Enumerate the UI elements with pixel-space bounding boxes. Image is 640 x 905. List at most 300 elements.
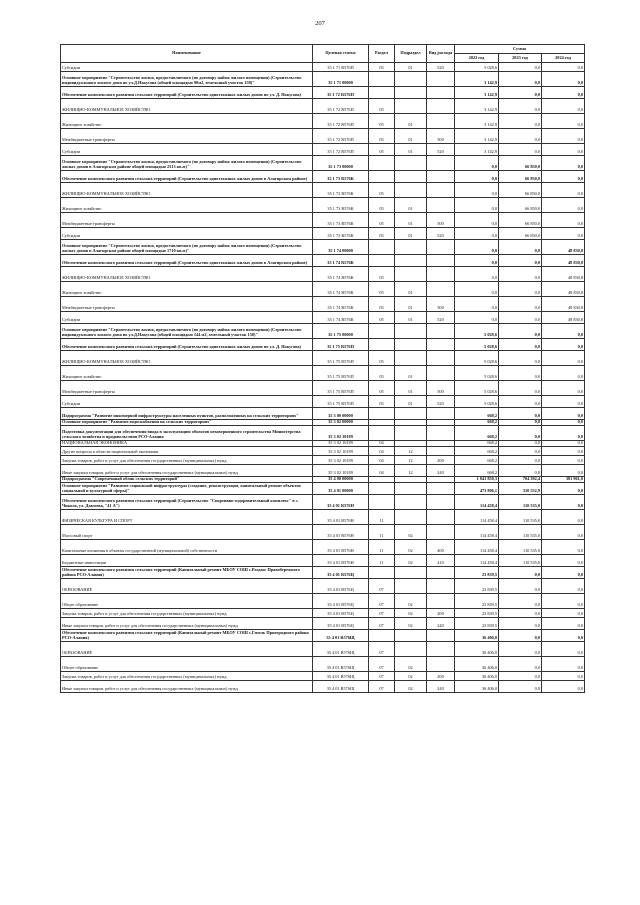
row-sum-2024: 48 830,8	[542, 240, 585, 255]
row-sum-2023: 0,0	[499, 129, 542, 144]
row-sum-2023: 0,0	[499, 351, 542, 366]
row-sum-2022: 5 028,6	[455, 339, 499, 351]
row-expense-type	[427, 510, 455, 525]
row-sum-2022: 3 142,9	[455, 144, 499, 156]
row-expense-type	[427, 255, 455, 267]
row-sum-2023: 0,0	[499, 240, 542, 255]
row-expense-type: 520	[427, 144, 455, 156]
row-expense-type: 520	[427, 228, 455, 240]
row-subsection: 02	[395, 594, 427, 609]
row-sum-2024: 0,0	[542, 642, 585, 657]
row-section: 05	[369, 129, 395, 144]
row-subsection: 01	[395, 228, 427, 240]
row-sum-2023: 704 392,4	[499, 477, 542, 483]
row-sum-2024: 48 830,8	[542, 312, 585, 324]
row-section	[369, 483, 395, 495]
row-expense-type	[427, 72, 455, 87]
row-section	[369, 495, 395, 510]
row-sum-2024: 0,0	[542, 129, 585, 144]
row-sum-2023: 0,0	[499, 114, 542, 129]
row-sum-2023: 0,0	[499, 672, 542, 681]
row-sum-2023: 0,0	[499, 408, 542, 420]
row-subsection: 01	[395, 312, 427, 324]
row-sum-2023: 110 535,0	[499, 555, 542, 567]
row-section: 05	[369, 114, 395, 129]
row-name: Жилищное хозяйство	[61, 114, 313, 129]
row-subsection: 12	[395, 456, 427, 465]
row-target-code: 35 1 71 00000	[313, 72, 369, 87]
row-sum-2023: 66 850,0	[499, 171, 542, 183]
table-row	[61, 618, 585, 630]
row-sum-2023: 0,0	[499, 381, 542, 396]
row-subsection: 02	[395, 540, 427, 555]
row-name: Основное мероприятие "Строительство жилья, предоставляемого (по договору найма жилого помещения) (Строительство индивидуального жилого дома по ул.Д.Накусова (общей площадью 144 м2, земельный участок 150)"	[61, 324, 313, 339]
row-name: Основное мероприятие "Строительство жилья, предоставляемого (по договору найма жилого помещения) (Строительство жилых домов в Алагирском районе общей площадью 1710 кв.м)"	[61, 240, 313, 255]
row-section: 11	[369, 540, 395, 555]
row-expense-type	[427, 198, 455, 213]
row-sum-2024: 0,0	[542, 396, 585, 408]
row-target-code: 35 1 74 00000	[313, 240, 369, 255]
row-section: 05	[369, 228, 395, 240]
row-name: Субсидии	[61, 312, 313, 324]
row-sum-2023: 0,0	[499, 657, 542, 672]
row-target-code: 35 4 01 R576Ц	[313, 567, 369, 579]
row-name: Иные закупки товаров, работ и услуг для обеспечения государственных (муниципальных) нужд	[61, 465, 313, 477]
row-name: Закупка товаров, работ и услуг для обеспечения государственных (муниципальных) нужд	[61, 609, 313, 618]
table-row	[61, 672, 585, 681]
table-row	[61, 396, 585, 408]
row-subsection: 12	[395, 447, 427, 456]
row-sum-2024: 48 830,8	[542, 282, 585, 297]
row-sum-2024: 0,0	[542, 483, 585, 495]
row-subsection	[395, 87, 427, 99]
row-sum-2022: 114 458,4	[455, 525, 499, 540]
row-sum-2024: 0,0	[542, 618, 585, 630]
row-name: Субсидии	[61, 396, 313, 408]
row-sum-2023: 66 850,0	[499, 183, 542, 198]
table-row	[61, 630, 585, 642]
row-target-code: 35 3 02 10189	[313, 426, 369, 441]
row-expense-type	[427, 99, 455, 114]
row-section	[369, 324, 395, 339]
row-subsection: 01	[395, 297, 427, 312]
row-target-code: 35 4 01 R576Щ	[313, 630, 369, 642]
row-expense-type	[427, 495, 455, 510]
row-section: 07	[369, 681, 395, 693]
row-name: Основное мероприятие "Строительство жилья, предоставляемого (по договору найма жилого помещения) (Строительство индивидуального жилого дома по ул.Д.Накусова (общей площадью 90м2, земельный участок 158)"	[61, 72, 313, 87]
row-subsection: 01	[395, 282, 427, 297]
row-subsection	[395, 495, 427, 510]
row-sum-2022: 0,0	[455, 183, 499, 198]
row-target-code: 35 1 75 R576П	[313, 339, 369, 351]
row-expense-type	[427, 447, 455, 456]
row-subsection: 02	[395, 681, 427, 693]
row-name: Обеспечение комплексного развития сельских территорий (Строительство одноэтажных жилых домов по ул. Д. Накусова)	[61, 87, 313, 99]
row-sum-2024: 0,0	[542, 579, 585, 594]
row-sum-2022: 5 028,6	[455, 324, 499, 339]
row-subsection	[395, 99, 427, 114]
row-sum-2024: 0,0	[542, 144, 585, 156]
row-sum-2023: 0,0	[499, 72, 542, 87]
row-subsection	[395, 267, 427, 282]
table-row	[61, 240, 585, 255]
row-sum-2023: 0,0	[499, 255, 542, 267]
table-row	[61, 510, 585, 525]
row-target-code: 35 4 01 R576Щ	[313, 681, 369, 693]
header-year-2023: 2023 год	[499, 54, 542, 63]
row-sum-2023: 0,0	[499, 465, 542, 477]
row-section: 05	[369, 312, 395, 324]
row-target-code: 35 4 01 00000	[313, 483, 369, 495]
row-sum-2023: 0,0	[499, 426, 542, 441]
row-name: ЖИЛИЩНО-КОММУНАЛЬНОЕ ХОЗЯЙСТВО	[61, 99, 313, 114]
row-sum-2024: 0,0	[542, 87, 585, 99]
row-sum-2024: 48 830,8	[542, 267, 585, 282]
row-sum-2024: 0,0	[542, 339, 585, 351]
row-sum-2022: 114 458,4	[455, 495, 499, 510]
row-subsection	[395, 156, 427, 171]
row-name: ФИЗИЧЕСКАЯ КУЛЬТУРА И СПОРТ	[61, 510, 313, 525]
row-target-code: 35 1 74 R576К	[313, 267, 369, 282]
row-target-code: 35 1 75 R576П	[313, 351, 369, 366]
row-section: 05	[369, 63, 395, 72]
row-name: Обеспечение комплексного развития сельских территорий (Строительство "Спортивно-оздоровительный комплекс" в с. Чикола, ул. Дзагоева, "41 А")	[61, 495, 313, 510]
row-expense-type: 400	[427, 540, 455, 555]
row-sum-2022: 5 028,6	[455, 396, 499, 408]
row-sum-2022: 36 406,0	[455, 681, 499, 693]
row-sum-2023: 0,0	[499, 324, 542, 339]
row-sum-2022: 36 406,0	[455, 672, 499, 681]
row-expense-type	[427, 426, 455, 441]
row-sum-2024: 0,0	[542, 609, 585, 618]
row-sum-2023: 0,0	[499, 567, 542, 579]
row-sum-2022: 5 028,6	[455, 351, 499, 366]
row-sum-2024: 0,0	[542, 594, 585, 609]
row-expense-type	[427, 156, 455, 171]
table-row	[61, 567, 585, 579]
table-row	[61, 339, 585, 351]
row-name: Субсидии	[61, 63, 313, 72]
table-row	[61, 540, 585, 555]
row-name: Субсидии	[61, 144, 313, 156]
row-subsection: 02	[395, 555, 427, 567]
table-row	[61, 408, 585, 420]
row-subsection	[395, 171, 427, 183]
row-name: Основное мероприятие "Строительство жилья, предоставляемого (по договору найма жилого помещения) (Строительство жилых домов в Алагирском районе общей площадью 2313 кв.м)"	[61, 156, 313, 171]
row-sum-2022: 0,0	[455, 312, 499, 324]
row-section	[369, 408, 395, 420]
table-row	[61, 456, 585, 465]
row-target-code: 35 3 02 00000	[313, 420, 369, 426]
row-section: 05	[369, 366, 395, 381]
row-sum-2023: 110 535,0	[499, 510, 542, 525]
row-sum-2024: 0,0	[542, 420, 585, 426]
row-sum-2022: 668,2	[455, 408, 499, 420]
row-expense-type	[427, 630, 455, 642]
row-sum-2023: 66 850,0	[499, 156, 542, 171]
row-sum-2022: 23 839,5	[455, 579, 499, 594]
row-target-code: 35 3 00 00000	[313, 408, 369, 420]
header-expense-type: Вид расхода	[427, 45, 455, 63]
row-sum-2022: 0,0	[455, 213, 499, 228]
row-target-code: 35 1 72 R576П	[313, 129, 369, 144]
row-name: Основное мероприятие "Развитие водоснабжения на сельских территориях"	[61, 420, 313, 426]
row-sum-2023: 0,0	[499, 282, 542, 297]
row-sum-2022: 668,2	[455, 441, 499, 447]
row-sum-2024: 0,0	[542, 525, 585, 540]
table-row	[61, 297, 585, 312]
row-name: Обеспечение комплексного развития сельских территорий (Капитальный ремонт МБОУ СОШ с.Гизель Пригородного района РСО-Алания)	[61, 630, 313, 642]
row-section: 05	[369, 144, 395, 156]
row-target-code: 35 3 02 10189	[313, 465, 369, 477]
table-row	[61, 255, 585, 267]
row-target-code: 35 1 73 R576К	[313, 198, 369, 213]
row-target-code: 35 1 72 R576П	[313, 114, 369, 129]
row-sum-2023: 0,0	[499, 609, 542, 618]
row-subsection: 02	[395, 672, 427, 681]
row-expense-type: 520	[427, 312, 455, 324]
row-subsection	[395, 510, 427, 525]
row-name: Закупка товаров, работ и услуг для обеспечения государственных (муниципальных) нужд	[61, 456, 313, 465]
row-sum-2023: 0,0	[499, 456, 542, 465]
row-sum-2024: 0,0	[542, 441, 585, 447]
row-sum-2022: 5 028,6	[455, 366, 499, 381]
row-name: ЖИЛИЩНО-КОММУНАЛЬНОЕ ХОЗЯЙСТВО	[61, 351, 313, 366]
row-sum-2023: 0,0	[499, 312, 542, 324]
row-sum-2023: 0,0	[499, 339, 542, 351]
table-row	[61, 555, 585, 567]
row-sum-2022: 5 028,6	[455, 63, 499, 72]
row-subsection	[395, 426, 427, 441]
row-sum-2022: 3 142,9	[455, 72, 499, 87]
row-section	[369, 87, 395, 99]
row-target-code: 35 1 73 R576К	[313, 213, 369, 228]
table-row	[61, 426, 585, 441]
row-name: ОБРАЗОВАНИЕ	[61, 579, 313, 594]
row-target-code: 35 1 75 00000	[313, 324, 369, 339]
row-section: 05	[369, 99, 395, 114]
row-section: 07	[369, 672, 395, 681]
row-name: Бюджетные инвестиции	[61, 555, 313, 567]
row-name: Межбюджетные трансферты	[61, 381, 313, 396]
row-sum-2022: 5 028,6	[455, 381, 499, 396]
row-name: Иные закупки товаров, работ и услуг для обеспечения государственных (муниципальных) нужд	[61, 681, 313, 693]
row-sum-2024: 0,0	[542, 681, 585, 693]
row-sum-2023: 66 850,0	[499, 198, 542, 213]
row-expense-type: 200	[427, 609, 455, 618]
row-expense-type	[427, 525, 455, 540]
header-sum: Сумма	[455, 45, 585, 54]
row-sum-2022: 23 839,5	[455, 609, 499, 618]
row-subsection	[395, 72, 427, 87]
table-row	[61, 282, 585, 297]
row-section: 04	[369, 465, 395, 477]
row-section: 05	[369, 351, 395, 366]
row-sum-2024: 0,0	[542, 114, 585, 129]
row-sum-2024: 0,0	[542, 495, 585, 510]
table-row	[61, 114, 585, 129]
row-sum-2024: 0,0	[542, 198, 585, 213]
row-sum-2022: 23 839,5	[455, 567, 499, 579]
row-subsection: 12	[395, 465, 427, 477]
row-sum-2023: 0,0	[499, 297, 542, 312]
table-header	[61, 45, 585, 63]
row-expense-type	[427, 483, 455, 495]
row-sum-2023: 0,0	[499, 87, 542, 99]
row-subsection	[395, 630, 427, 642]
row-subsection	[395, 408, 427, 420]
row-expense-type: 500	[427, 129, 455, 144]
row-sum-2023: 0,0	[499, 594, 542, 609]
row-sum-2024: 0,0	[542, 351, 585, 366]
row-subsection: 01	[395, 198, 427, 213]
row-sum-2024: 0,0	[542, 183, 585, 198]
row-expense-type: 520	[427, 63, 455, 72]
header-code: Целевая статья	[313, 45, 369, 63]
row-section: 05	[369, 213, 395, 228]
row-target-code: 35 4 01 R576Щ	[313, 642, 369, 657]
row-section	[369, 72, 395, 87]
row-sum-2023: 0,0	[499, 579, 542, 594]
row-name: Подпрограмма "Развитие инженерной инфраструктуры населенных пунктов, расположенных на сельских территориях"	[61, 408, 313, 420]
row-sum-2023: 0,0	[499, 447, 542, 456]
row-target-code: 35 1 74 R576К	[313, 312, 369, 324]
row-expense-type	[427, 579, 455, 594]
row-expense-type: 240	[427, 465, 455, 477]
row-section: 05	[369, 297, 395, 312]
row-expense-type	[427, 408, 455, 420]
row-subsection	[395, 183, 427, 198]
row-sum-2023: 0,0	[499, 63, 542, 72]
table-row	[61, 129, 585, 144]
row-subsection	[395, 567, 427, 579]
row-target-code: 35 4 01 R576Щ	[313, 672, 369, 681]
row-target-code: 35 1 73 R576К	[313, 171, 369, 183]
row-target-code: 35 4 01 R576Ц	[313, 579, 369, 594]
row-section	[369, 567, 395, 579]
row-expense-type	[427, 324, 455, 339]
row-sum-2023: 310 552,9	[499, 483, 542, 495]
row-sum-2022: 3 142,9	[455, 99, 499, 114]
row-target-code: 35 4 01 R576Н	[313, 525, 369, 540]
row-name: Жилищное хозяйство	[61, 198, 313, 213]
row-sum-2023: 0,0	[499, 366, 542, 381]
row-name: Жилищное хозяйство	[61, 282, 313, 297]
row-sum-2022: 3 142,9	[455, 129, 499, 144]
row-target-code: 35 1 74 R576К	[313, 255, 369, 267]
row-name: Обеспечение комплексного развития сельских территорий (Строительство одноэтажных жилых домов в Алагирском районе)	[61, 255, 313, 267]
table-row	[61, 144, 585, 156]
row-section: 05	[369, 282, 395, 297]
row-sum-2022: 3 142,9	[455, 87, 499, 99]
row-name: Обеспечение комплексного развития сельских территорий (Капитальный ремонт МБОУ СОШ с.Раздзог Правобережного района РСО-Алания)	[61, 567, 313, 579]
row-sum-2024: 48 830,8	[542, 255, 585, 267]
row-sum-2022: 0,0	[455, 282, 499, 297]
row-name: Капитальные вложения в объекты государственной (муниципальной) собственности	[61, 540, 313, 555]
header-section: Раздел	[369, 45, 395, 63]
row-expense-type: 410	[427, 555, 455, 567]
page-number: 207	[315, 20, 325, 27]
row-expense-type	[427, 351, 455, 366]
row-sum-2022: 36 406,0	[455, 642, 499, 657]
row-section: 07	[369, 594, 395, 609]
row-expense-type	[427, 366, 455, 381]
table-row	[61, 183, 585, 198]
row-section	[369, 630, 395, 642]
header-year-2024: 2024 год	[542, 54, 585, 63]
row-section: 07	[369, 642, 395, 657]
row-section: 07	[369, 657, 395, 672]
row-subsection	[395, 642, 427, 657]
row-target-code: 35 3 02 10189	[313, 447, 369, 456]
row-subsection: 01	[395, 381, 427, 396]
row-sum-2024: 0,0	[542, 540, 585, 555]
row-sum-2024: 0,0	[542, 465, 585, 477]
row-sum-2024: 0,0	[542, 456, 585, 465]
row-name: Подпрограмма "Современный облик сельских территорий"	[61, 477, 313, 483]
table-body	[61, 63, 585, 693]
row-sum-2022: 0,0	[455, 297, 499, 312]
row-name: Общее образование	[61, 594, 313, 609]
row-sum-2023: 0,0	[499, 630, 542, 642]
row-subsection: 01	[395, 213, 427, 228]
row-target-code: 35 1 71 R576П	[313, 63, 369, 72]
row-subsection	[395, 351, 427, 366]
row-subsection	[395, 240, 427, 255]
row-sum-2023: 0,0	[499, 420, 542, 426]
table-row	[61, 72, 585, 87]
row-name: Основное мероприятие "Развитие социальной инфраструктуры (создание, реконструкция, капитальный ремонт объектов социальной и культурной сферы)"	[61, 483, 313, 495]
row-target-code: 35 4 01 R576Ц	[313, 618, 369, 630]
row-expense-type: 520	[427, 396, 455, 408]
row-sum-2024: 0,0	[542, 510, 585, 525]
row-name: Другие вопросы в области национальной экономики	[61, 447, 313, 456]
row-subsection: 01	[395, 396, 427, 408]
row-section	[369, 240, 395, 255]
row-expense-type	[427, 282, 455, 297]
row-sum-2022: 0,0	[455, 267, 499, 282]
row-subsection: 01	[395, 366, 427, 381]
row-sum-2023: 66 850,0	[499, 228, 542, 240]
row-section: 05	[369, 381, 395, 396]
row-target-code: 35 4 01 R576Ц	[313, 594, 369, 609]
row-expense-type: 500	[427, 381, 455, 396]
row-expense-type	[427, 114, 455, 129]
row-subsection: 01	[395, 114, 427, 129]
row-sum-2022: 0,0	[455, 228, 499, 240]
row-name: Межбюджетные трансферты	[61, 213, 313, 228]
row-sum-2023: 110 535,0	[499, 495, 542, 510]
row-section: 05	[369, 396, 395, 408]
table-row	[61, 324, 585, 339]
row-sum-2024: 0,0	[542, 99, 585, 114]
table-row	[61, 657, 585, 672]
row-subsection	[395, 255, 427, 267]
row-target-code: 35 4 01 R576Н	[313, 510, 369, 525]
row-name: Жилищное хозяйство	[61, 366, 313, 381]
row-expense-type	[427, 240, 455, 255]
row-sum-2024: 0,0	[542, 657, 585, 672]
budget-table	[60, 44, 585, 693]
row-name: НАЦИОНАЛЬНАЯ ЭКОНОМИКА	[61, 441, 313, 447]
row-name: Субсидии	[61, 228, 313, 240]
table-row	[61, 351, 585, 366]
row-sum-2022: 114 458,4	[455, 555, 499, 567]
table-row	[61, 198, 585, 213]
row-section: 11	[369, 510, 395, 525]
row-expense-type	[427, 87, 455, 99]
row-target-code: 35 4 01 R576Н	[313, 555, 369, 567]
